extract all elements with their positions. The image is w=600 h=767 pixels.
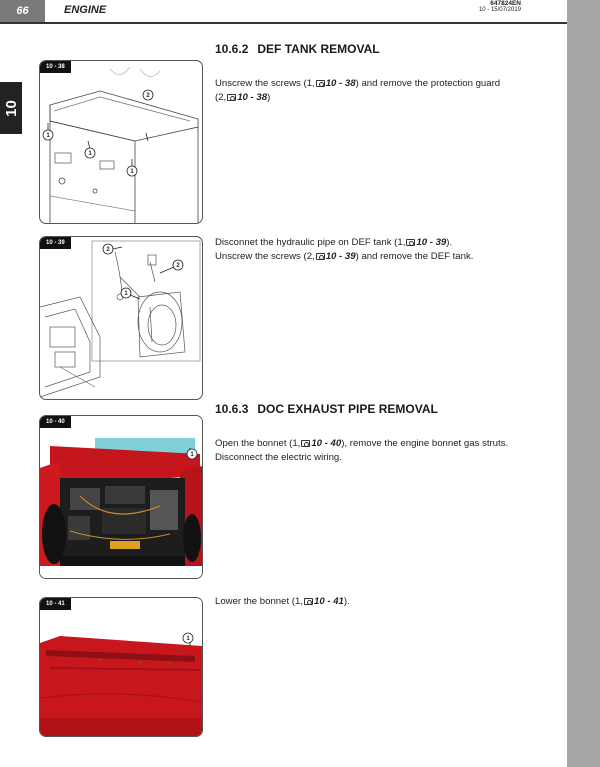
figure-10-38 [39,60,203,224]
step-line: Disconnet the hydraulic pipe on DEF tank (1, 10 - 39). [215,237,453,248]
protection-guard-illustration [40,61,202,223]
document-code: 647824EN [490,0,521,7]
camera-icon [227,94,236,101]
step-text-1 [215,77,560,104]
camera-icon [304,598,313,605]
step-line: Disconnect the electric wiring. [215,451,342,463]
figure-reference[interactable]: 10 - 40 [311,438,342,449]
callout-2: 2 [146,93,150,99]
figure-label: 10 - 40 [40,416,71,428]
figure-label: 10 - 41 [40,598,71,610]
callout-1: 1 [186,636,190,642]
section-heading: DEF TANK REMOVAL [257,42,380,56]
figure-10-39 [39,236,203,400]
callout-1: 1 [130,169,134,175]
section-title-def-tank-removal [215,42,380,56]
step-line: Lower the bonnet (1, 10 - 41). [215,596,350,607]
chapter-number: 10 [2,99,20,117]
callout-1: 1 [190,452,194,458]
camera-icon [316,80,325,87]
section-heading: DOC EXHAUST PIPE REMOVAL [257,402,438,416]
chapter-tab [0,82,22,134]
step-text-2 [215,236,560,263]
def-tank-illustration [40,237,202,399]
lowered-bonnet-photo [40,598,202,736]
step-line: Unscrew the screws (2, 10 - 39) and remove the DEF tank. [215,250,474,262]
step-line: (2, 10 - 38) [215,91,271,103]
figure-reference[interactable]: 10 - 41 [314,596,344,607]
callout-1: 1 [88,151,92,157]
callout-2: 2 [176,263,180,269]
figure-reference[interactable]: 10 - 38 [325,78,356,89]
camera-icon [301,440,310,447]
section-number: 10.6.2 [215,42,249,56]
header-rule [0,22,567,24]
figure-reference[interactable]: 10 - 39 [416,237,447,248]
figure-reference[interactable]: 10 - 39 [325,250,356,262]
step-line: Unscrew the screws (1, 10 - 38) and remove the protection guard [215,78,501,89]
figure-reference[interactable]: 10 - 38 [237,91,268,103]
header-section-title: ENGINE [64,4,107,16]
figure-label: 10 - 38 [40,61,71,73]
callout-1: 1 [46,133,50,139]
callout-1: 1 [124,291,128,297]
figure-label: 10 - 39 [40,237,71,249]
figure-10-40 [39,415,203,579]
document-date: 10 - 15/07/2019 [478,7,521,13]
step-line: Open the bonnet (1, 10 - 40), remove the engine bonnet gas struts. [215,438,509,449]
step-text-3 [215,437,560,464]
section-number: 10.6.3 [215,402,249,416]
document-reference [479,0,521,14]
section-title-doc-exhaust-pipe-removal [215,402,438,416]
step-text-4 [215,595,560,609]
engine-bay-photo [40,416,202,578]
camera-icon [316,253,325,260]
callout-2: 2 [106,247,110,253]
figure-10-41 [39,597,203,737]
page-number: 66 [0,0,45,22]
camera-icon [406,239,415,246]
